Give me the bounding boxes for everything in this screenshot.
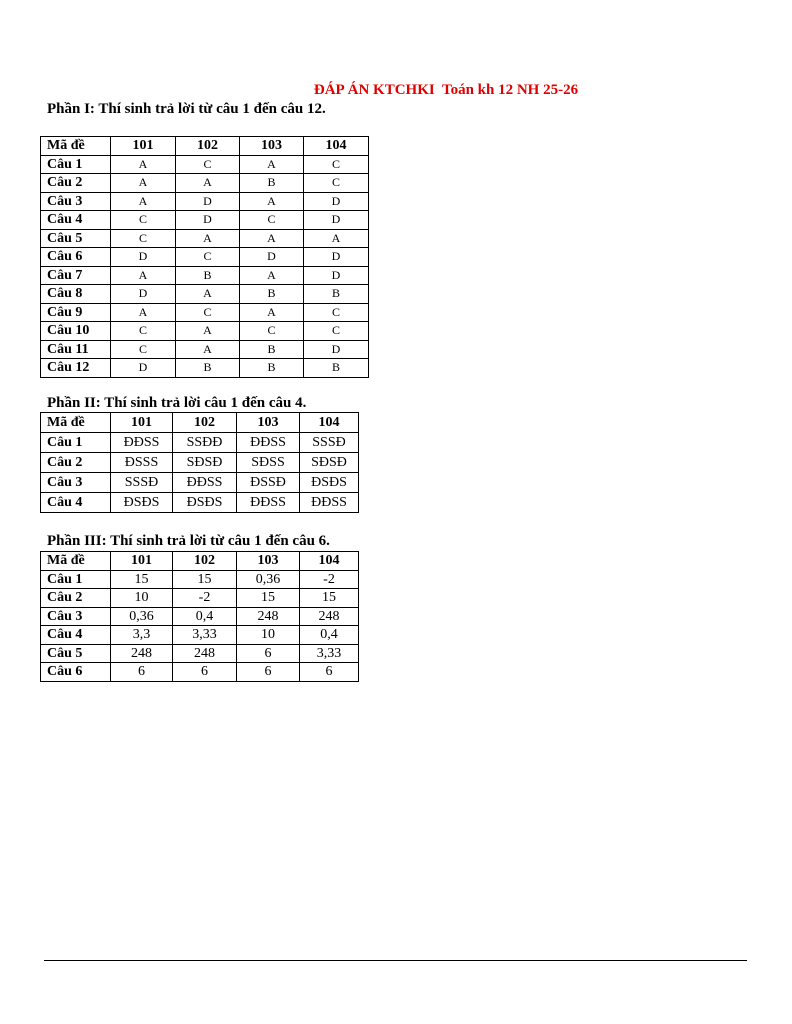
answer-cell: ĐSSĐ: [237, 473, 300, 493]
answer-cell: 0,36: [237, 570, 300, 589]
answer-cell: 15: [173, 570, 237, 589]
question-label: Câu 4: [41, 626, 111, 645]
answer-cell: B: [304, 359, 369, 378]
answer-cell: A: [240, 266, 304, 285]
answer-cell: 6: [173, 663, 237, 682]
question-label: Câu 9: [41, 303, 111, 322]
table-header-row: [41, 552, 359, 571]
part2-heading: Phần II: Thí sinh trả lời câu 1 đến câu 4.: [47, 395, 307, 411]
answer-cell: A: [111, 192, 176, 211]
answer-cell: C: [304, 155, 369, 174]
question-label: Câu 7: [41, 266, 111, 285]
question-label: Câu 2: [41, 589, 111, 608]
answer-cell: 6: [237, 663, 300, 682]
exam-code-103: 103: [237, 413, 300, 433]
answer-cell: SĐSĐ: [173, 453, 237, 473]
answer-cell: A: [304, 229, 369, 248]
table-header-row: [41, 413, 359, 433]
document-title: ĐÁP ÁN KTCHKI Toán kh 12 NH 25-26: [313, 82, 579, 98]
answer-cell: A: [176, 229, 240, 248]
question-label: Câu 1: [41, 155, 111, 174]
answer-cell: SSSĐ: [300, 433, 359, 453]
question-label: Câu 1: [41, 433, 111, 453]
answer-cell: 0,36: [111, 607, 173, 626]
answer-cell: A: [240, 229, 304, 248]
question-label: Câu 4: [41, 493, 111, 513]
question-label: Câu 5: [41, 229, 111, 248]
answer-cell: C: [111, 340, 176, 359]
answer-cell: 248: [111, 644, 173, 663]
exam-code-header: Mã đề: [41, 137, 111, 156]
answer-cell: SSĐĐ: [173, 433, 237, 453]
exam-code-104: 104: [300, 413, 359, 433]
exam-code-101: 101: [111, 552, 173, 571]
answer-cell: 0,4: [300, 626, 359, 645]
answer-cell: ĐĐSS: [300, 493, 359, 513]
answer-cell: -2: [173, 589, 237, 608]
answer-cell: 3,3: [111, 626, 173, 645]
exam-code-104: 104: [300, 552, 359, 571]
exam-code-102: 102: [176, 137, 240, 156]
footer-divider: [44, 960, 747, 961]
table-row: [41, 453, 359, 473]
answer-cell: C: [240, 322, 304, 341]
exam-code-header: Mã đề: [41, 413, 111, 433]
answer-cell: 10: [111, 589, 173, 608]
answer-cell: ĐĐSS: [237, 433, 300, 453]
table-row: [41, 303, 369, 322]
answer-cell: B: [304, 285, 369, 304]
answer-cell: ĐSĐS: [111, 493, 173, 513]
question-label: Câu 2: [41, 174, 111, 193]
answer-cell: C: [111, 211, 176, 230]
table-row: [41, 266, 369, 285]
question-label: Câu 6: [41, 248, 111, 267]
answer-cell: C: [176, 303, 240, 322]
table-row: [41, 433, 359, 453]
table-row: [41, 570, 359, 589]
table-row: [41, 174, 369, 193]
question-label: Câu 3: [41, 607, 111, 626]
answer-cell: A: [111, 266, 176, 285]
answer-cell: B: [240, 359, 304, 378]
answer-cell: A: [176, 285, 240, 304]
answer-cell: D: [304, 211, 369, 230]
question-label: Câu 3: [41, 473, 111, 493]
answer-cell: A: [240, 303, 304, 322]
table-row: [41, 644, 359, 663]
answer-cell: ĐSĐS: [300, 473, 359, 493]
answer-cell: D: [111, 359, 176, 378]
exam-code-103: 103: [237, 552, 300, 571]
question-label: Câu 5: [41, 644, 111, 663]
exam-code-102: 102: [173, 552, 237, 571]
exam-code-103: 103: [240, 137, 304, 156]
answer-cell: 248: [237, 607, 300, 626]
table-row: [41, 626, 359, 645]
answer-cell: B: [176, 359, 240, 378]
answer-cell: 6: [300, 663, 359, 682]
answer-cell: D: [304, 266, 369, 285]
answer-cell: C: [176, 155, 240, 174]
answer-cell: C: [304, 303, 369, 322]
answer-cell: 15: [300, 589, 359, 608]
table-row: [41, 473, 359, 493]
answer-cell: A: [176, 340, 240, 359]
answer-cell: D: [176, 192, 240, 211]
answer-cell: ĐĐSS: [237, 493, 300, 513]
answer-cell: C: [176, 248, 240, 267]
answer-cell: SĐSS: [237, 453, 300, 473]
answer-cell: B: [240, 174, 304, 193]
answer-cell: C: [304, 322, 369, 341]
exam-code-102: 102: [173, 413, 237, 433]
table-row: [41, 359, 369, 378]
answer-cell: D: [304, 248, 369, 267]
table-row: [41, 607, 359, 626]
part1-heading: Phần I: Thí sinh trả lời từ câu 1 đến câu 12.: [47, 101, 326, 117]
question-label: Câu 8: [41, 285, 111, 304]
answer-cell: 248: [300, 607, 359, 626]
table-row: [41, 285, 369, 304]
answer-cell: A: [240, 155, 304, 174]
question-label: Câu 1: [41, 570, 111, 589]
answer-cell: D: [304, 340, 369, 359]
answer-cell: D: [304, 192, 369, 211]
answer-cell: 15: [237, 589, 300, 608]
answer-cell: A: [176, 174, 240, 193]
answer-cell: ĐĐSS: [111, 433, 173, 453]
answer-cell: B: [240, 340, 304, 359]
table-row: [41, 248, 369, 267]
answer-cell: 6: [237, 644, 300, 663]
answer-cell: D: [111, 285, 176, 304]
answer-cell: C: [111, 229, 176, 248]
answer-cell: SSSĐ: [111, 473, 173, 493]
answer-cell: A: [240, 192, 304, 211]
table-row: [41, 192, 369, 211]
table-header-row: [41, 137, 369, 156]
part2-answer-table: [40, 412, 359, 513]
part3-answer-table: [40, 551, 359, 682]
table-row: [41, 340, 369, 359]
answer-cell: A: [111, 174, 176, 193]
table-row: [41, 211, 369, 230]
part1-answer-table: [40, 136, 369, 378]
answer-cell: 0,4: [173, 607, 237, 626]
table-row: [41, 229, 369, 248]
question-label: Câu 3: [41, 192, 111, 211]
answer-cell: 3,33: [173, 626, 237, 645]
answer-cell: A: [111, 303, 176, 322]
exam-code-101: 101: [111, 137, 176, 156]
question-label: Câu 11: [41, 340, 111, 359]
answer-cell: D: [240, 248, 304, 267]
answer-cell: 6: [111, 663, 173, 682]
answer-cell: 248: [173, 644, 237, 663]
answer-cell: B: [240, 285, 304, 304]
table-row: [41, 663, 359, 682]
answer-cell: ĐSĐS: [173, 493, 237, 513]
answer-cell: D: [111, 248, 176, 267]
exam-code-101: 101: [111, 413, 173, 433]
answer-cell: C: [240, 211, 304, 230]
answer-cell: A: [111, 155, 176, 174]
answer-cell: ĐSSS: [111, 453, 173, 473]
answer-cell: 15: [111, 570, 173, 589]
answer-cell: A: [176, 322, 240, 341]
question-label: Câu 10: [41, 322, 111, 341]
exam-code-header: Mã đề: [41, 552, 111, 571]
answer-cell: B: [176, 266, 240, 285]
question-label: Câu 6: [41, 663, 111, 682]
table-row: [41, 589, 359, 608]
question-label: Câu 2: [41, 453, 111, 473]
exam-code-104: 104: [304, 137, 369, 156]
answer-cell: C: [304, 174, 369, 193]
answer-cell: D: [176, 211, 240, 230]
answer-cell: -2: [300, 570, 359, 589]
table-row: [41, 322, 369, 341]
answer-cell: SĐSĐ: [300, 453, 359, 473]
answer-cell: 10: [237, 626, 300, 645]
table-row: [41, 493, 359, 513]
question-label: Câu 12: [41, 359, 111, 378]
answer-cell: 3,33: [300, 644, 359, 663]
part3-heading: Phần III: Thí sinh trả lời từ câu 1 đến câu 6.: [47, 533, 330, 549]
question-label: Câu 4: [41, 211, 111, 230]
answer-cell: C: [111, 322, 176, 341]
answer-cell: ĐĐSS: [173, 473, 237, 493]
table-row: [41, 155, 369, 174]
